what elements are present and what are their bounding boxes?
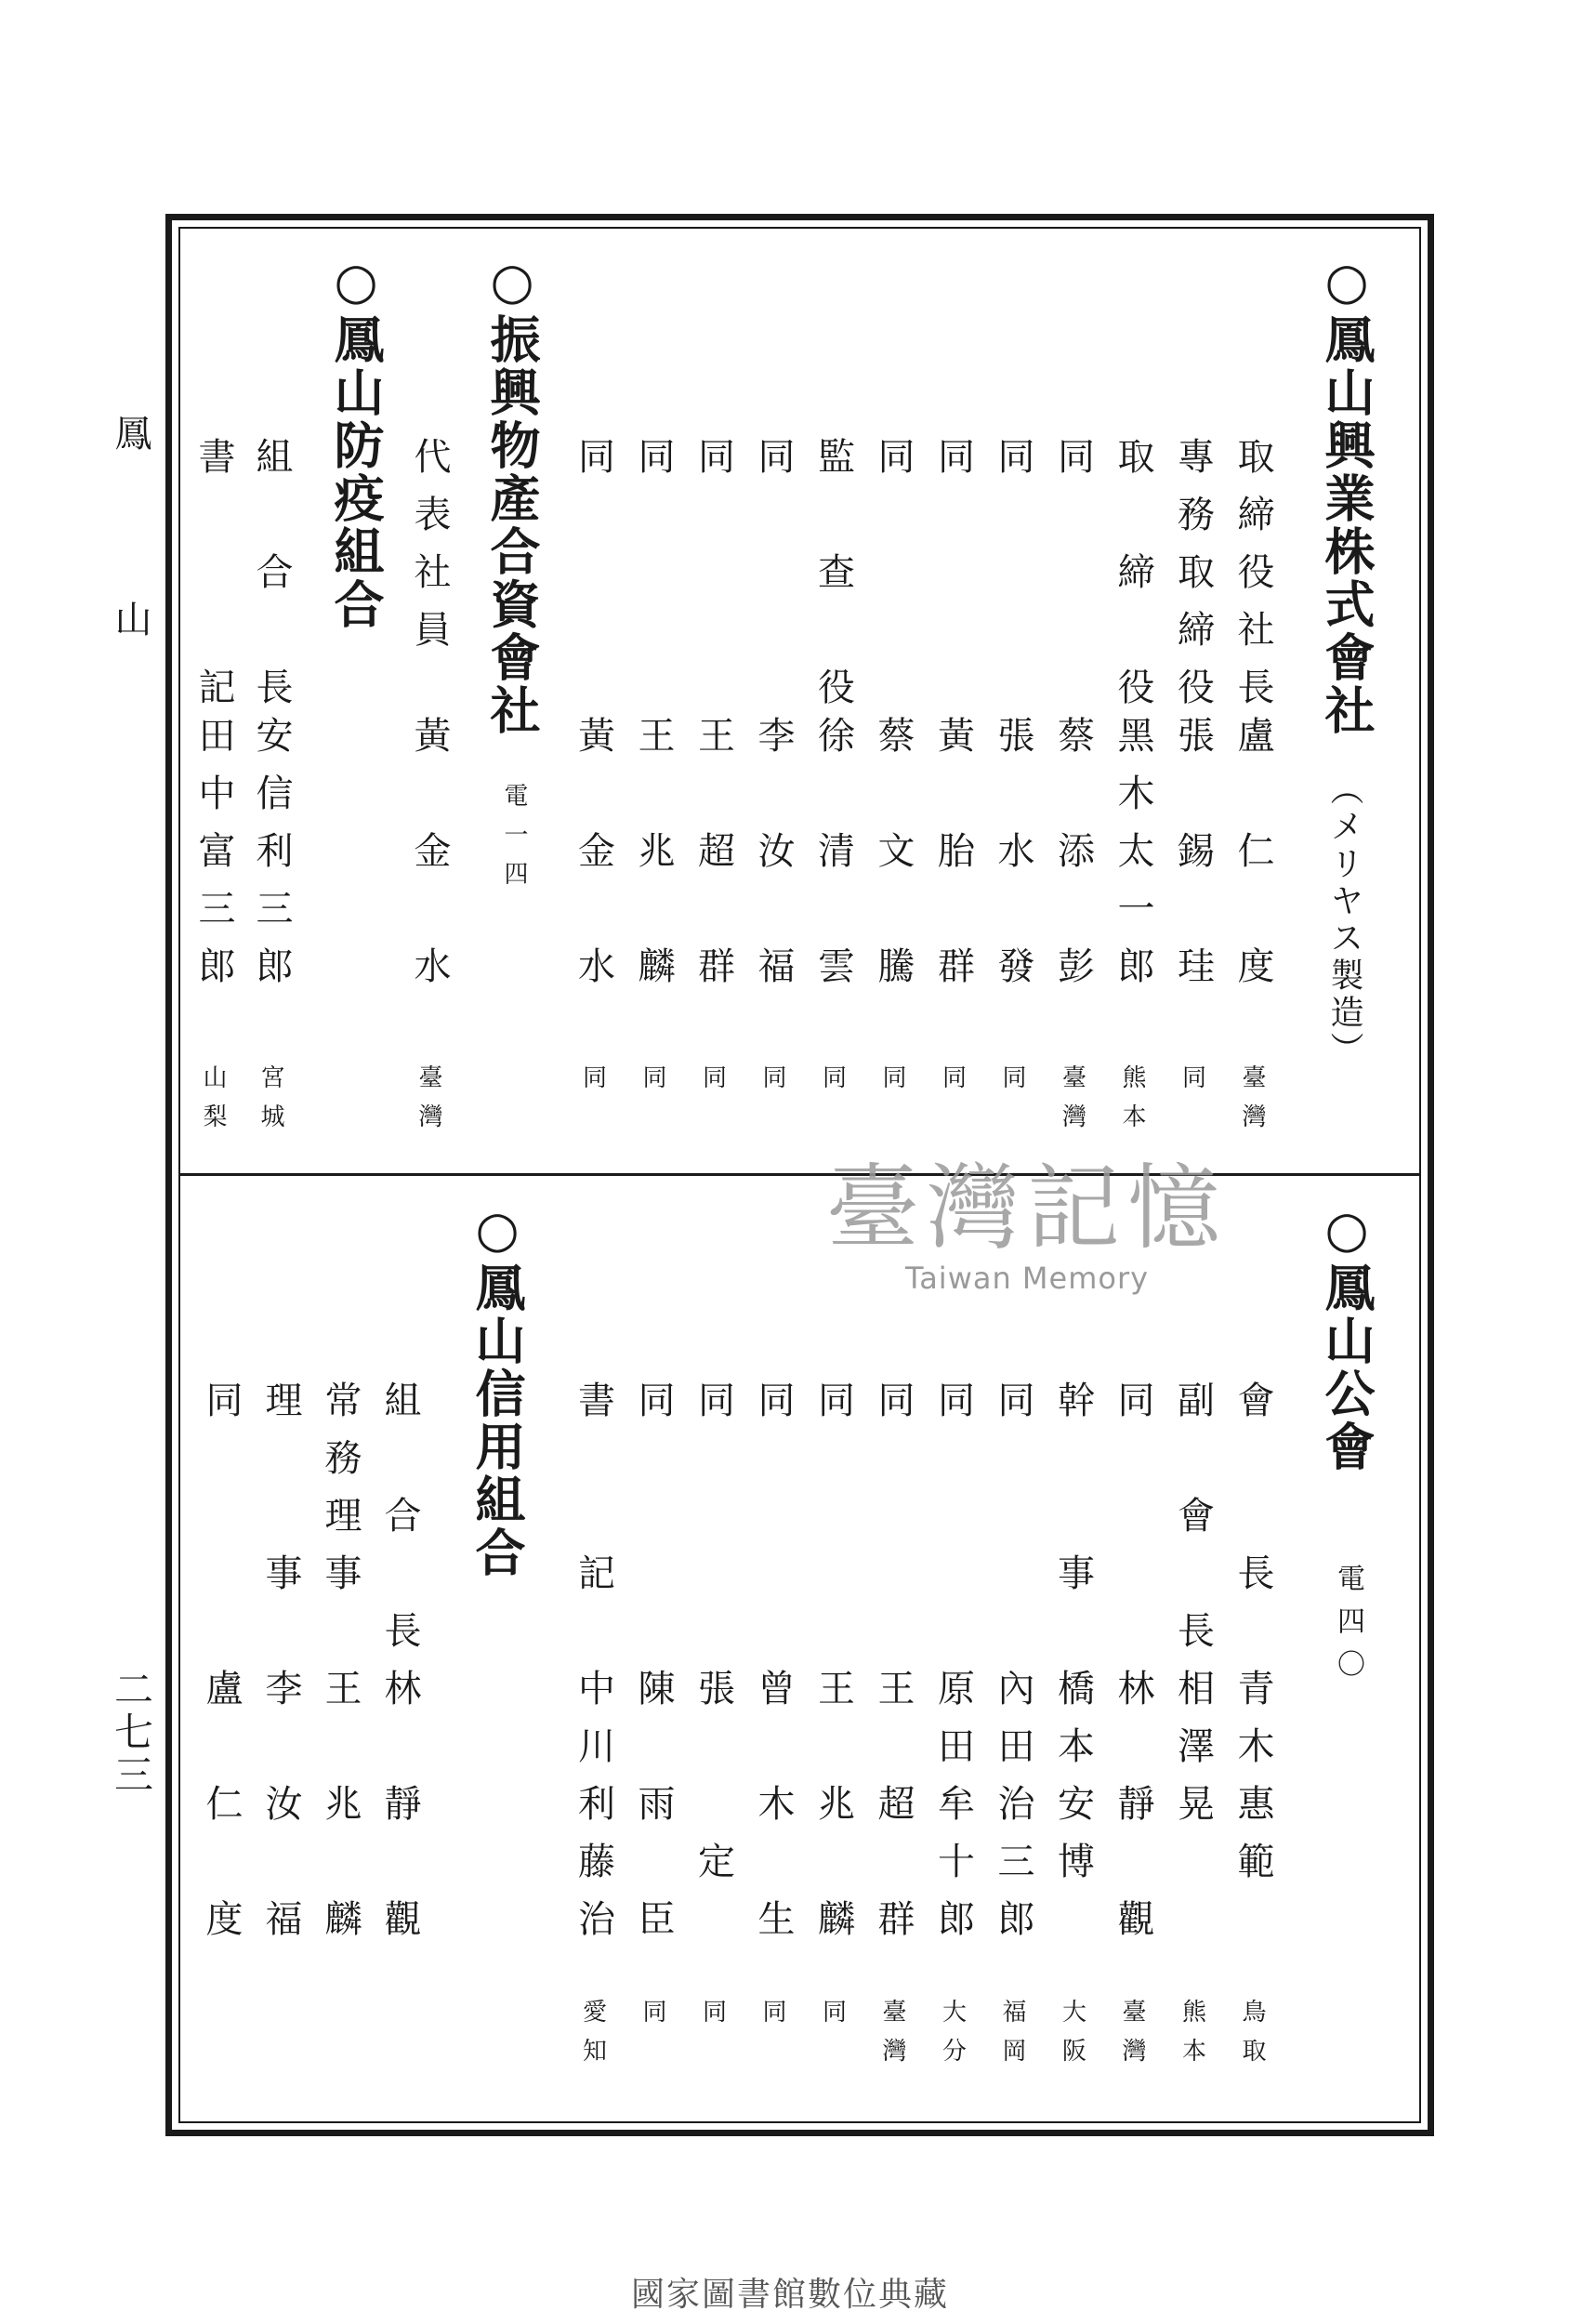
entry-name: 張 水 發 <box>992 716 1034 1004</box>
watermark-title: 臺灣記憶 <box>826 1154 1228 1262</box>
entry-role: 同 <box>752 437 795 495</box>
entry-name: 張 錫 珪 <box>1171 716 1215 1004</box>
entry-role: 同 <box>811 1380 855 1438</box>
entry-role: 同 <box>931 437 975 495</box>
entry-origin: 山梨 <box>199 1064 227 1142</box>
entry-role: 書 記 <box>572 1380 615 1611</box>
entry-role: 理 事 <box>259 1380 302 1611</box>
entry-name: 青木惠範 <box>1231 1669 1274 1899</box>
entry-role: 監 查 役 <box>811 437 855 725</box>
entry-role: 組 合 長 <box>250 437 293 725</box>
entry-origin: 同 <box>578 1064 607 1103</box>
footer-collection-label: 國家圖書館數位典藏 <box>630 2276 949 2314</box>
entry-name: 橋本安博 <box>1051 1669 1095 1899</box>
page-number: 二七三 <box>109 1669 154 1797</box>
entry-origin: 同 <box>818 1064 847 1103</box>
entry-role: 同 <box>200 1380 243 1438</box>
entry-name: 黃 金 水 <box>408 716 451 1004</box>
side-title: 鳳 山 <box>109 414 151 693</box>
entry-origin: 同 <box>818 1999 847 2038</box>
entry-origin: 同 <box>758 1999 786 2038</box>
entry-name: 黃 金 水 <box>572 716 615 1004</box>
entry-origin: 愛知 <box>578 1999 607 2077</box>
entry-role: 副 會 長 <box>1171 1380 1215 1669</box>
entry-origin: 同 <box>698 1064 727 1103</box>
entry-role: 同 <box>752 1380 795 1438</box>
entry-role: 同 <box>992 1380 1034 1438</box>
entry-name: 盧 仁 度 <box>1231 716 1274 1004</box>
entry-name: 徐 清 雲 <box>811 716 855 1004</box>
entry-name: 王 兆 麟 <box>632 716 675 1004</box>
entry-role: 書 記 <box>192 437 235 725</box>
entry-origin: 同 <box>639 1064 666 1103</box>
entry-name: 安信利三郎 <box>250 716 293 1004</box>
entry-origin: 同 <box>938 1064 967 1103</box>
entry-role: 會 長 <box>1231 1380 1274 1611</box>
entry-role: 取 締 役 <box>1112 437 1154 725</box>
entry-name: 張 定 <box>691 1669 735 1899</box>
entry-name: 內田治三郎 <box>992 1669 1034 1957</box>
section-heading-zhenxing-trading: ○振興物產合資會社 <box>482 251 542 737</box>
entry-origin: 同 <box>878 1064 906 1103</box>
entry-name: 蔡 文 騰 <box>872 716 915 1004</box>
entry-name: 王 兆 麟 <box>319 1669 362 1957</box>
entry-origin: 臺灣 <box>415 1064 442 1142</box>
entry-origin: 同 <box>639 1999 666 2038</box>
entry-role: 同 <box>872 1380 915 1438</box>
section-heading-fengshan-credit: ○鳳山信用組合 <box>467 1199 527 1579</box>
section-note-knitwear: （メリヤス製造） <box>1325 772 1363 1069</box>
entry-name: 林 靜 觀 <box>378 1669 421 1957</box>
entry-origin: 同 <box>698 1999 727 2038</box>
entry-name: 林 靜 觀 <box>1112 1669 1154 1957</box>
entry-name: 李 汝 福 <box>259 1669 302 1957</box>
entry-origin: 同 <box>1178 1064 1206 1103</box>
entry-role: 同 <box>691 437 735 495</box>
entry-role: 常務理事 <box>319 1380 362 1611</box>
entry-name: 王 超 群 <box>691 716 735 1004</box>
entry-name: 中川利藤治 <box>572 1669 615 1957</box>
entry-name: 原田牟十郎 <box>931 1669 975 1957</box>
entry-name: 盧 仁 度 <box>200 1669 243 1957</box>
entry-origin: 同 <box>998 1064 1026 1103</box>
entry-origin: 大分 <box>938 1999 967 2077</box>
entry-name: 相澤晃 <box>1171 1669 1215 1842</box>
entry-role: 同 <box>931 1380 975 1438</box>
entry-name: 李 汝 福 <box>752 716 795 1004</box>
entry-name: 王 超 群 <box>872 1669 915 1957</box>
entry-name: 陳 雨 臣 <box>632 1669 675 1957</box>
entry-origin: 臺灣 <box>878 1999 906 2077</box>
entry-role: 代表社員 <box>408 437 451 667</box>
entry-role: 同 <box>572 437 615 495</box>
entry-name: 曾 木 生 <box>752 1669 795 1957</box>
entry-role: 取締役社長 <box>1231 437 1274 725</box>
entry-name: 田中富三郎 <box>192 716 235 1004</box>
entry-role: 同 <box>992 437 1034 495</box>
section-heading-fengshan-epidemic: ○鳳山防疫組合 <box>326 251 386 631</box>
phone-number: 電四〇 <box>1332 1564 1364 1692</box>
entry-origin: 臺灣 <box>1238 1064 1266 1142</box>
entry-role: 專務取締役 <box>1171 437 1215 725</box>
entry-origin: 大阪 <box>1058 1999 1086 2077</box>
entry-role: 同 <box>632 437 675 495</box>
entry-origin: 鳥取 <box>1238 1999 1266 2077</box>
entry-origin: 同 <box>758 1064 786 1103</box>
entry-role: 組 合 長 <box>378 1380 421 1669</box>
watermark <box>771 1154 1283 1296</box>
section-heading-fengshan-association: ○鳳山公會 <box>1317 1199 1376 1473</box>
entry-role: 同 <box>1112 1380 1154 1438</box>
entry-role: 同 <box>691 1380 735 1438</box>
entry-origin: 臺灣 <box>1058 1064 1086 1142</box>
entry-origin: 熊本 <box>1118 1064 1146 1142</box>
watermark-subtitle: Taiwan Memory <box>904 1261 1150 1296</box>
entry-origin: 臺灣 <box>1118 1999 1146 2077</box>
entry-name: 蔡 添 彭 <box>1051 716 1095 1004</box>
phone-number: 電一四 <box>500 783 528 900</box>
entry-role: 同 <box>632 1380 675 1438</box>
section-heading-fengshan-industry: ○鳳山興業株式會社 <box>1317 251 1376 737</box>
entry-name: 黑木太一郎 <box>1112 716 1154 1004</box>
entry-origin: 宮城 <box>257 1064 284 1142</box>
entry-name: 王 兆 麟 <box>811 1669 855 1957</box>
entry-role: 幹 事 <box>1051 1380 1095 1611</box>
entry-role: 同 <box>1051 437 1095 495</box>
entry-origin: 福岡 <box>998 1999 1026 2077</box>
entry-name: 黃 胎 群 <box>931 716 975 1004</box>
entry-origin: 熊本 <box>1178 1999 1206 2077</box>
entry-role: 同 <box>872 437 915 495</box>
